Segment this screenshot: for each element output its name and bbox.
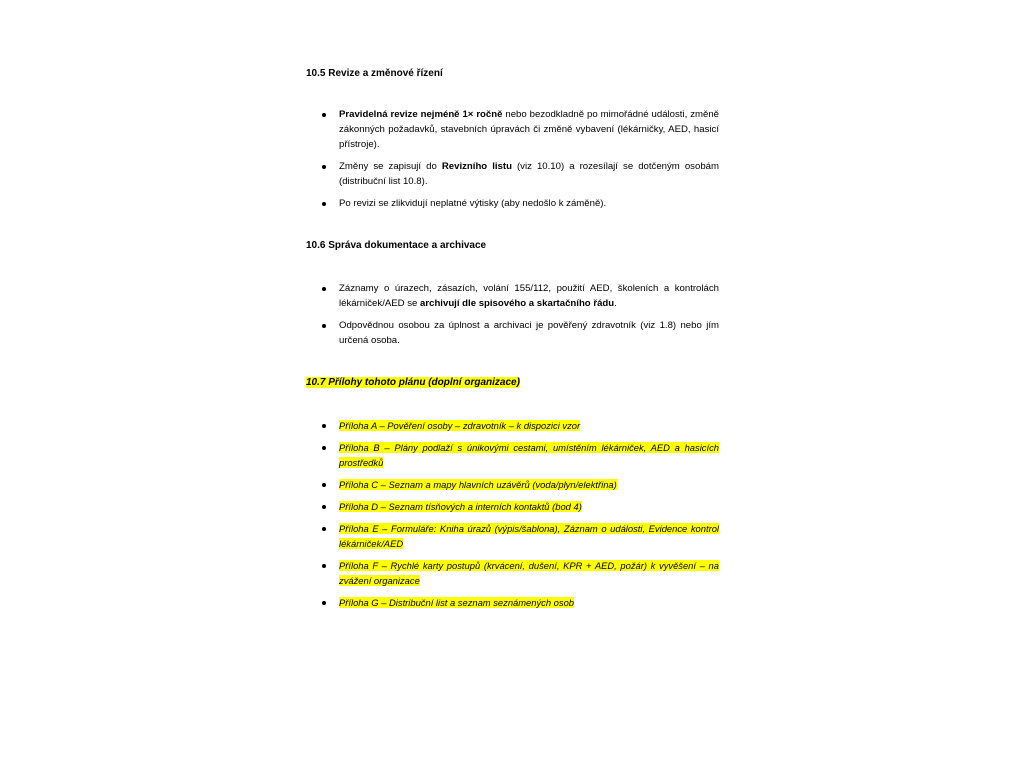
bullet-icon xyxy=(322,564,326,568)
section-heading-10-5: 10.5 Revize a změnové řízení xyxy=(306,68,443,79)
bullet-icon xyxy=(322,113,326,117)
section-heading-10-6: 10.6 Správa dokumentace a archivace xyxy=(306,240,487,251)
bullet-icon xyxy=(322,505,326,509)
list-item xyxy=(306,318,719,348)
appendix-b: Příloha B – Plány podlaží s únikovými cestami, umístěním lékárniček, AED a hasicích prostředků xyxy=(339,442,719,468)
item-text: Změny se zapisují do xyxy=(339,161,442,172)
item-bold-text: Revizního listu xyxy=(441,161,512,172)
item-bold-text: archivují dle spisového a skartačního řádu xyxy=(420,298,615,309)
archive-list xyxy=(306,281,719,348)
item-text: (viz 10.10) a rozesílají se dotčeným osobám (distribuční list 10.8). xyxy=(339,161,719,187)
list-item xyxy=(306,558,719,588)
list-item xyxy=(306,499,719,514)
item-text: Záznamy o úrazech, zásazích, volání 155/112, použití AED, školeních a kontrolách lékárniček/AED se xyxy=(339,283,719,309)
list-item xyxy=(306,107,719,152)
bullet-icon xyxy=(322,424,326,428)
list-item xyxy=(306,418,719,433)
appendix-c: Příloha C – Seznam a mapy hlavních uzávěrů (voda/plyn/elektřina) xyxy=(339,479,617,490)
appendix-e: Příloha E – Formuláře: Kniha úrazů (výpis/šablona), Záznam o události, Evidence kontrol lékárniček/AED xyxy=(339,523,719,549)
list-item xyxy=(306,196,719,211)
bullet-icon xyxy=(322,165,326,169)
list-item xyxy=(306,595,719,610)
item-bold-text: Pravidelná revize nejméně 1× ročně xyxy=(339,109,503,120)
bullet-icon xyxy=(322,202,326,206)
list-item xyxy=(306,281,719,311)
appendix-f: Příloha F – Rychlé karty postupů (krvácení, dušení, KPR + AED, požár) k vyvěšení – na zvážení organizace xyxy=(339,560,719,586)
bullet-icon xyxy=(322,527,326,531)
item-text: nebo bezodkladně po mimořádné události, změně zákonných požadavků, stavebních úpravách či změně vybavení (lékárničky, AED, hasicí přístroje). xyxy=(339,109,719,150)
section-heading-10-7 xyxy=(306,376,520,389)
item-text: . xyxy=(614,298,617,309)
list-item xyxy=(306,440,719,470)
bullet-icon xyxy=(322,446,326,450)
appendix-d: Příloha D – Seznam tísňových a interních kontaktů (bod 4) xyxy=(339,501,582,512)
appendix-a: Příloha A – Pověření osoby – zdravotník – k dispozici vzor xyxy=(339,420,581,431)
appendix-list xyxy=(306,418,719,610)
bullet-icon xyxy=(322,287,326,291)
revision-list xyxy=(306,107,719,211)
item-text: Po revizi se zlikvidují neplatné výtisky (aby nedošlo k záměně). xyxy=(339,198,607,209)
bullet-icon xyxy=(322,601,326,605)
document-page xyxy=(306,0,719,768)
list-item xyxy=(306,521,719,551)
bullet-icon xyxy=(322,324,326,328)
bullet-icon xyxy=(322,483,326,487)
list-item xyxy=(306,477,719,492)
item-text: Odpovědnou osobou za úplnost a archivaci je pověřený zdravotník (viz 1.8) nebo jím určená osoba. xyxy=(339,320,719,346)
appendix-g: Příloha G – Distribuční list a seznam seznámených osob xyxy=(339,597,575,608)
list-item xyxy=(306,159,719,189)
heading-highlighted-text: 10.7 Přílohy tohoto plánu (doplní organizace) xyxy=(306,377,520,388)
